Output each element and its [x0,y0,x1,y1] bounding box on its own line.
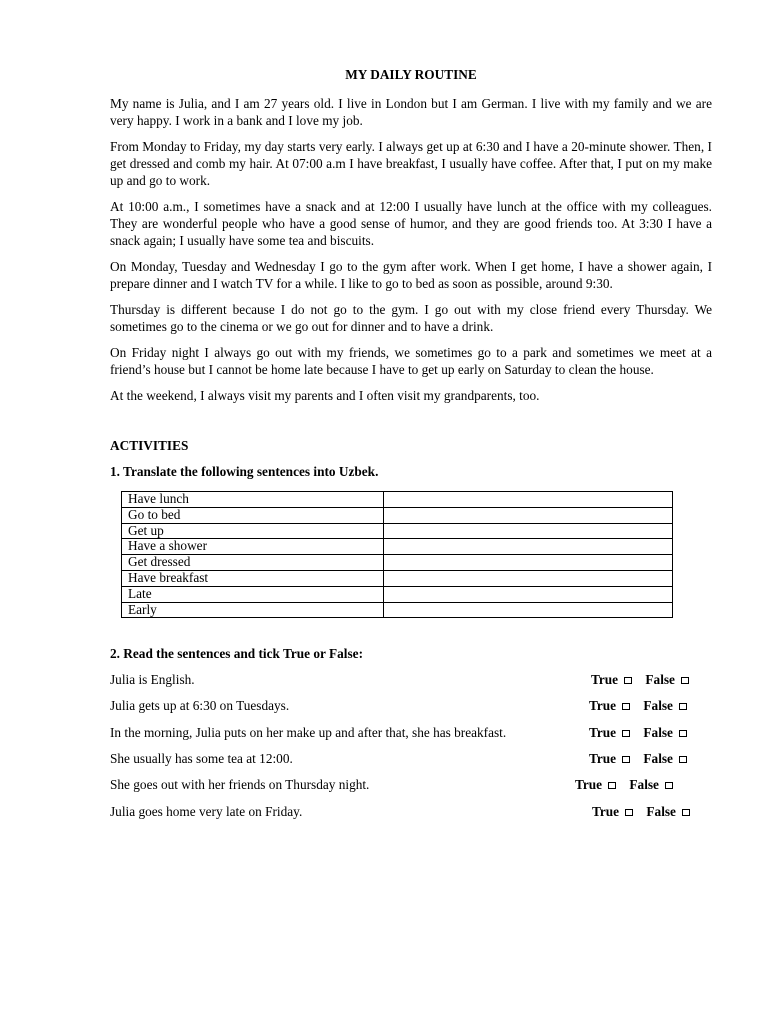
translation-cell[interactable] [384,570,673,586]
false-checkbox[interactable] [665,782,673,789]
term-cell: Have breakfast [122,570,384,586]
term-cell: Late [122,586,384,602]
true-false-options [575,776,673,794]
true-label: True [589,725,617,740]
true-label: True [589,751,617,766]
term-cell: Get up [122,523,384,539]
statement-text: She goes out with her friends on Thursday night. [110,777,370,792]
paragraph: My name is Julia, and I am 27 years old. I live in London but I am German. I live with my family and we are very happy. I work in a bank and I love my job. [110,96,712,129]
table-row [122,539,673,555]
table-row [122,492,673,508]
paragraph: At the weekend, I always visit my parents and I often visit my grandparents, too. [110,387,540,403]
true-checkbox[interactable] [624,677,632,684]
true-label: True [591,672,619,687]
translation-cell[interactable] [384,539,673,555]
page-title: MY DAILY ROUTINE [345,67,477,82]
paragraph: On Monday, Tuesday and Wednesday I go to the gym after work. When I get home, I have a shower again, I prepare dinner and I watch TV for a while. I like to go to bed as soon as possible, around 9:30. [110,259,712,292]
false-checkbox[interactable] [682,809,690,816]
paragraph: At 10:00 a.m., I sometimes have a snack and at 12:00 I usually have lunch at the office with my colleagues. They are wonderful people who have a good sense of humor, and they are good friends too. At 3:30 I have a snack again; I usually have some tea and biscuits. [110,199,712,249]
false-label: False [629,777,659,792]
false-checkbox[interactable] [679,703,687,710]
term-cell: Get dressed [122,555,384,571]
paragraph: From Monday to Friday, my day starts very early. I always get up at 6:30 and I have a 20-minute shower. Then, I get dressed and comb my hair. At 07:00 a.m I have breakfast, I usually have coffee. After that, I put on my make up and go to work. [110,138,712,189]
false-checkbox[interactable] [681,677,689,684]
reading-passage [110,95,712,413]
true-checkbox[interactable] [622,756,630,763]
false-label: False [645,672,675,687]
false-label: False [643,751,673,766]
true-label: True [592,804,620,819]
translation-table [121,491,673,618]
paragraph: Thursday is different because I do not go to the gym. I go out with my close friend every Thursday. We sometimes go to the cinema or we go out for dinner and to have a drink. [110,302,712,335]
term-cell: Go to bed [122,507,384,523]
true-checkbox[interactable] [622,703,630,710]
activities-heading: ACTIVITIES [110,438,189,453]
true-label: True [575,777,603,792]
term-cell: Have lunch [122,492,384,508]
translation-cell[interactable] [384,602,673,618]
exercise-1-instruction: 1. Translate the following sentences into Uzbek. [110,464,379,479]
statement-text: Julia gets up at 6:30 on Tuesdays. [110,698,290,713]
true-false-options [592,803,690,821]
false-label: False [643,725,673,740]
false-checkbox[interactable] [679,756,687,763]
true-checkbox[interactable] [622,730,630,737]
term-cell: Have a shower [122,539,384,555]
true-false-options [591,671,689,689]
table-row [122,570,673,586]
statement-text: Julia goes home very late on Friday. [110,804,303,819]
statement-text: She usually has some tea at 12:00. [110,751,293,766]
translation-cell[interactable] [384,492,673,508]
true-checkbox[interactable] [608,782,616,789]
true-false-options [589,724,687,742]
table-row [122,507,673,523]
translation-cell[interactable] [384,555,673,571]
translation-cell[interactable] [384,523,673,539]
table-row [122,602,673,618]
false-label: False [643,698,673,713]
true-checkbox[interactable] [625,809,633,816]
true-false-options [589,750,687,768]
exercise-2-instruction: 2. Read the sentences and tick True or False: [110,646,363,661]
statement-text: Julia is English. [110,672,195,687]
false-checkbox[interactable] [679,730,687,737]
term-cell: Early [122,602,384,618]
table-row [122,586,673,602]
translation-cell[interactable] [384,507,673,523]
false-label: False [646,804,676,819]
statement-text: In the morning, Julia puts on her make up and after that, she has breakfast. [110,725,507,740]
true-false-options [589,697,687,715]
paragraph: On Friday night I always go out with my friends, we sometimes go to a park and sometimes we meet at a friend’s house but I cannot be home late because I have to get up early on Saturday to clean the house. [110,344,712,378]
true-label: True [589,698,617,713]
table-row [122,523,673,539]
table-row [122,555,673,571]
translation-cell[interactable] [384,586,673,602]
